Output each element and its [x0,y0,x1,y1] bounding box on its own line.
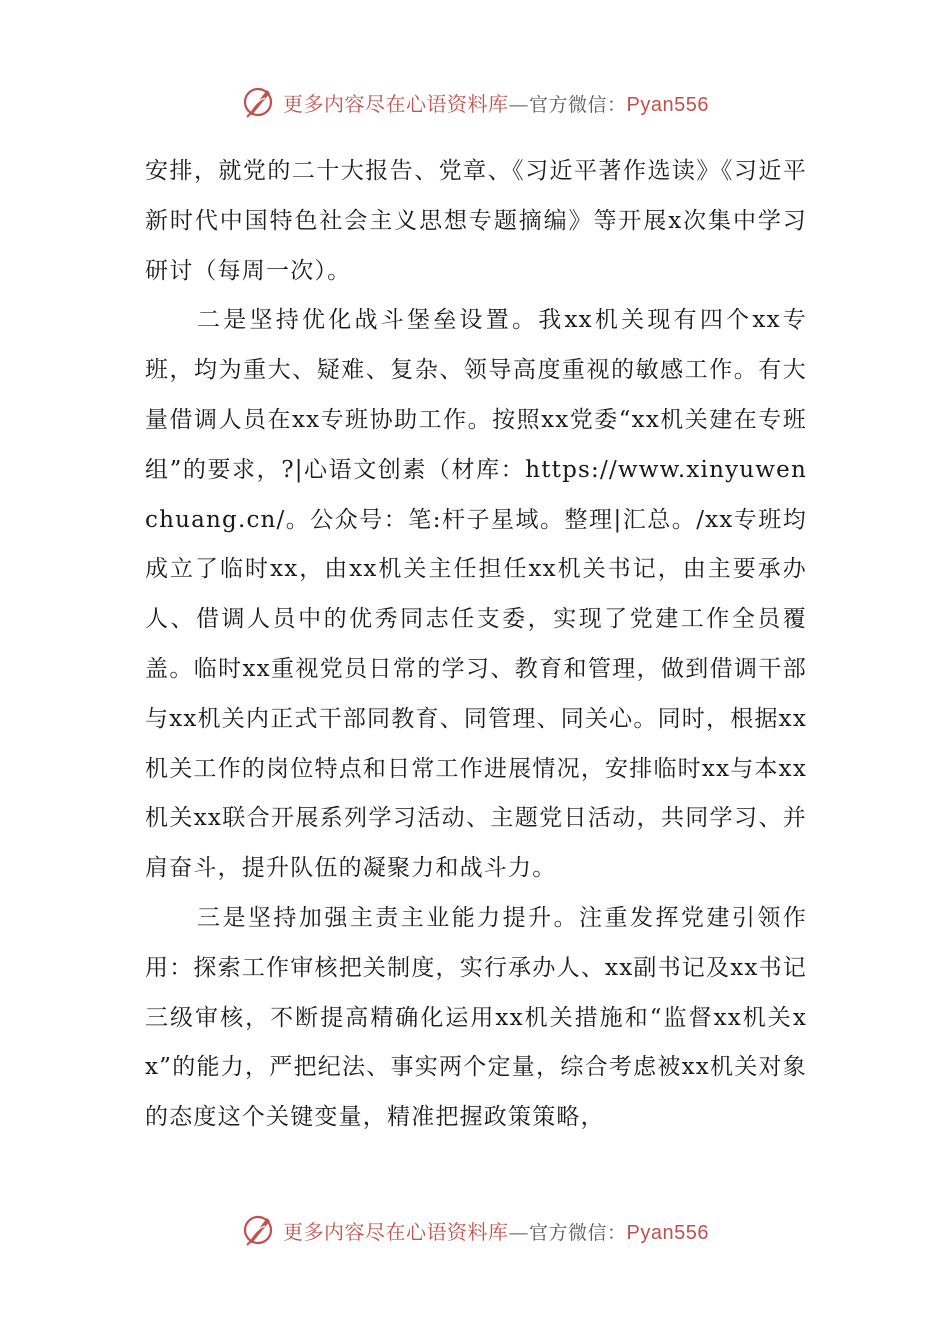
banner-separator: — [508,1219,529,1244]
banner-text [283,88,709,117]
banner-wechat-id: Pyan556 [626,93,709,116]
paragraph-1: 安排，就党的二十大报告、党章、《习近平著作选读》《习近平新时代中国特色社会主义思想专题摘编》等开展x次集中学习研讨（每周一次）。 [145,158,807,284]
banner-wechat-label: 官方微信： [529,1221,627,1244]
banner-wechat-label: 官方微信： [529,93,627,116]
footer-banner [0,1210,950,1250]
banner-wechat-id: Pyan556 [626,1221,709,1244]
banner-separator: — [508,91,529,116]
document-body [145,147,807,1143]
banner-slogan: 更多内容尽在心语资料库 [283,91,509,116]
quill-logo-icon [241,1212,277,1248]
banner-text [283,1216,709,1245]
quill-logo-icon [241,84,277,120]
paragraph-3: 三是坚持加强主责主业能力提升。注重发挥党建引领作用：探索工作审核把关制度，实行承办人、xx副书记及xx书记三级审核，不断提高精确化运用xx机关措施和“监督xx机关xx”的能力，严把纪法、事实两个定量，综合考虑被xx机关对象的态度这个关键变量，精准把握政策策略， [145,904,807,1131]
header-banner [0,82,950,122]
banner-slogan: 更多内容尽在心语资料库 [283,1219,509,1244]
paragraph-2: 二是坚持优化战斗堡垒设置。我xx机关现有四个xx专班，均为重大、疑难、复杂、领导高度重视的敏感工作。有大量借调人员在xx专班协助工作。按照xx党委“xx机关建在专班组”的要求，?|心语文创素（材库：https://www.xinyuwenchuang.cn/。公众号：笔:杆子星域。整理|汇总。/xx专班均成立了临时xx，由xx机关主任担任xx机关书记，由主要承办人、借调人员中的优秀同志任支委，实现了党建工作全员覆盖。临时xx重视党员日常的学习、教育和管理，做到借调干部与xx机关内正式干部同教育、同管理、同关心。同时，根据xx机关工作的岗位特点和日常工作进展情况，安排临时xx与本xx机关xx联合开展系列学习活动、主题党日活动，共同学习、并肩奋斗，提升队伍的凝聚力和战斗力。 [145,307,807,882]
